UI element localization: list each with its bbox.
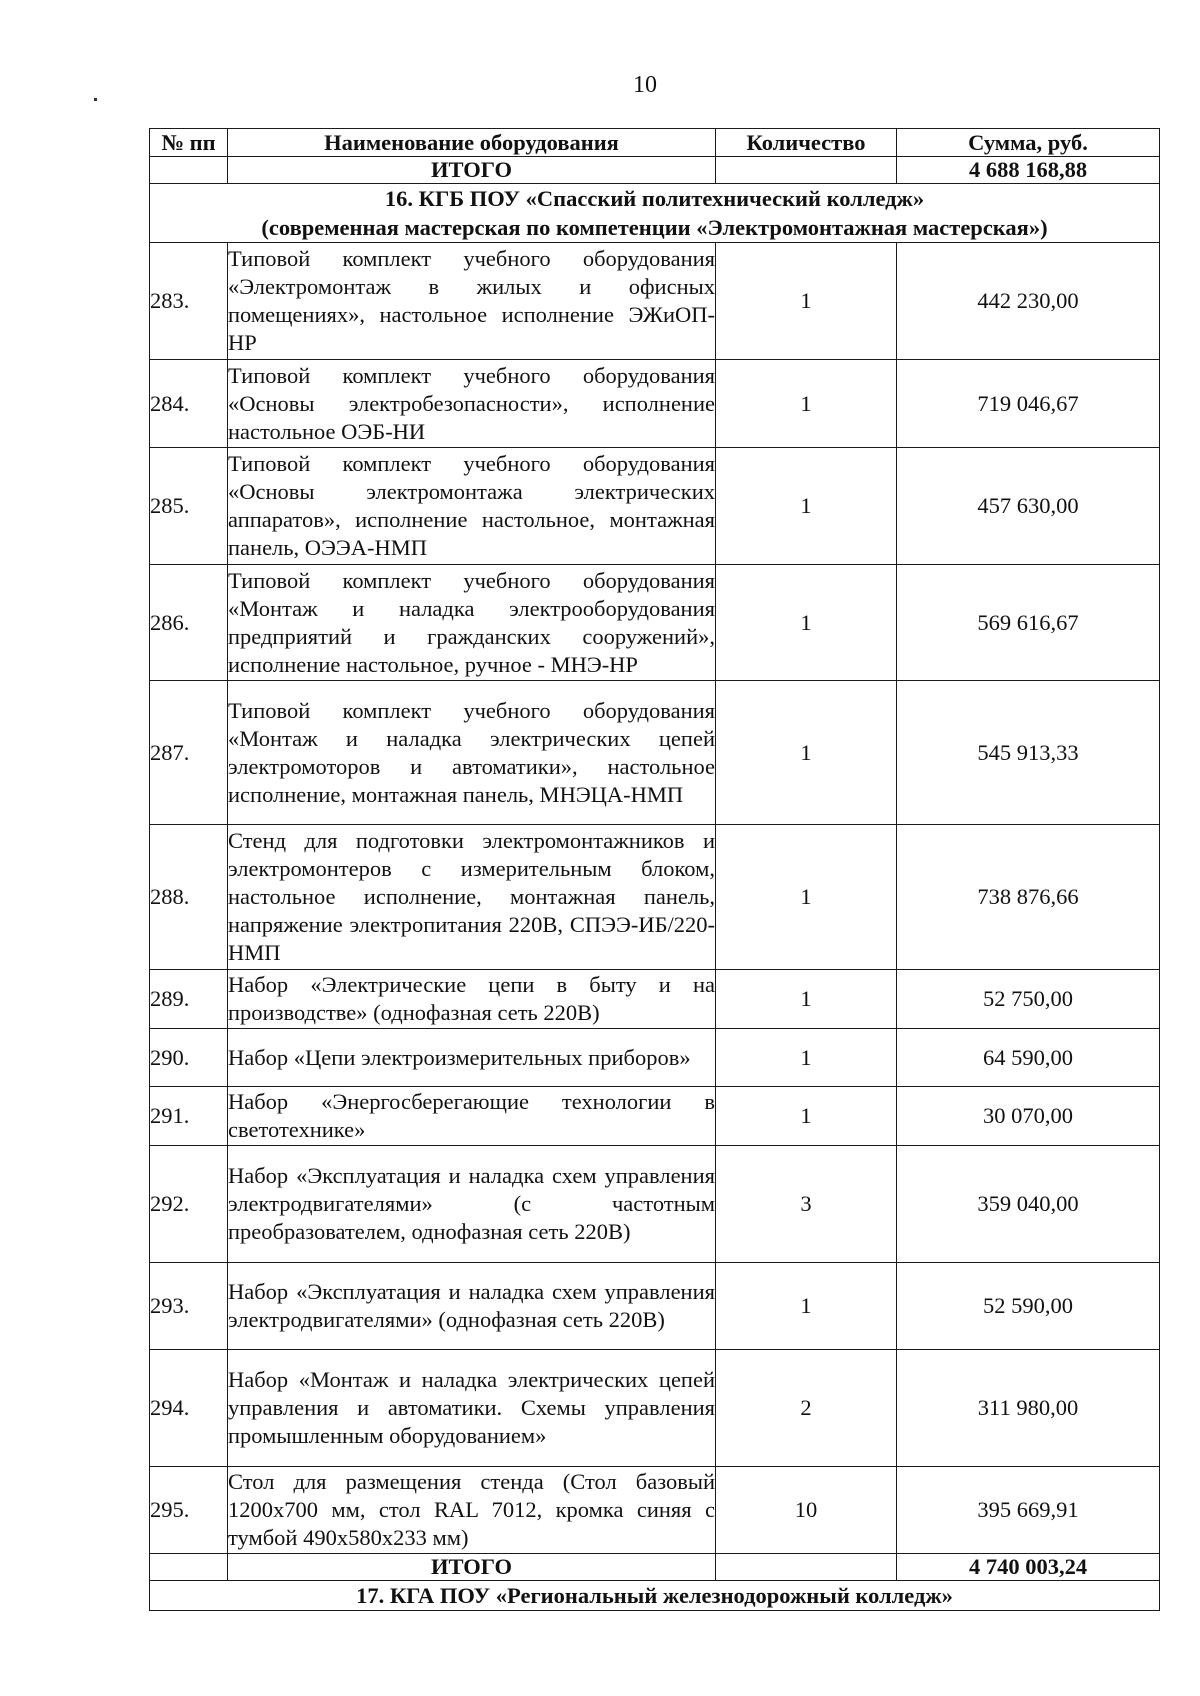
total-row-top bbox=[150, 157, 1160, 184]
row-number: 289. bbox=[150, 970, 228, 1029]
row-quantity: 1 bbox=[716, 360, 897, 448]
row-quantity: 10 bbox=[716, 1467, 897, 1554]
table-row bbox=[150, 1087, 1160, 1146]
table-row bbox=[150, 243, 1160, 360]
total-sum: 4 740 003,24 bbox=[897, 1554, 1160, 1581]
row-equipment-name: Типовой комплект учебного оборудования «Основы электромонтажа электрических аппаратов», исполнение настольное, монтажная панель, ОЭЭА-НМП bbox=[228, 448, 716, 565]
table-row bbox=[150, 825, 1160, 970]
row-quantity: 1 bbox=[716, 1263, 897, 1350]
row-quantity: 2 bbox=[716, 1350, 897, 1467]
row-number: 291. bbox=[150, 1087, 228, 1146]
total-empty-cell bbox=[150, 157, 228, 184]
row-sum: 545 913,33 bbox=[897, 681, 1160, 825]
row-number: 285. bbox=[150, 448, 228, 565]
row-sum: 738 876,66 bbox=[897, 825, 1160, 970]
row-sum: 52 750,00 bbox=[897, 970, 1160, 1029]
table-row bbox=[150, 1350, 1160, 1467]
row-sum: 719 046,67 bbox=[897, 360, 1160, 448]
table-row bbox=[150, 681, 1160, 825]
row-equipment-name: Стенд для подготовки электромонтажников и электромонтеров с измерительным блоком, настольное исполнение, монтажная панель, напряжение электропитания 220В, СПЭЭ-ИБ/220-НМП bbox=[228, 825, 716, 970]
section-16-subtitle: (современная мастерская по компетенции «Электромонтажная мастерская») bbox=[261, 215, 1048, 240]
row-equipment-name: Набор «Электрические цепи в быту и на производстве» (однофазная сеть 220В) bbox=[228, 970, 716, 1029]
table-row bbox=[150, 1146, 1160, 1263]
row-sum: 395 669,91 bbox=[897, 1467, 1160, 1554]
table-row bbox=[150, 1263, 1160, 1350]
total-empty-cell bbox=[150, 1554, 228, 1581]
row-number: 288. bbox=[150, 825, 228, 970]
header-qty: Количество bbox=[716, 129, 897, 157]
row-quantity: 1 bbox=[716, 681, 897, 825]
row-number: 295. bbox=[150, 1467, 228, 1554]
row-quantity: 1 bbox=[716, 448, 897, 565]
row-quantity: 1 bbox=[716, 825, 897, 970]
row-number: 293. bbox=[150, 1263, 228, 1350]
row-number: 286. bbox=[150, 565, 228, 681]
row-sum: 442 230,00 bbox=[897, 243, 1160, 360]
row-quantity: 1 bbox=[716, 565, 897, 681]
row-equipment-name: Типовой комплект учебного оборудования «Монтаж и наладка электрических цепей электромоторов и автоматики», настольное исполнение, монтажная панель, МНЭЦА-НМП bbox=[228, 681, 716, 825]
row-number: 290. bbox=[150, 1029, 228, 1087]
header-name: Наименование оборудования bbox=[228, 129, 716, 157]
row-quantity: 3 bbox=[716, 1146, 897, 1263]
row-equipment-name: Набор «Эксплуатация и наладка схем управления электродвигателями» (с частотным преобразователем, однофазная сеть 220В) bbox=[228, 1146, 716, 1263]
section-16-row bbox=[150, 184, 1160, 243]
row-number: 292. bbox=[150, 1146, 228, 1263]
row-sum: 64 590,00 bbox=[897, 1029, 1160, 1087]
row-number: 287. bbox=[150, 681, 228, 825]
row-equipment-name: Типовой комплект учебного оборудования «Электромонтаж в жилых и офисных помещениях», настольное исполнение ЭЖиОП-НР bbox=[228, 243, 716, 360]
row-equipment-name: Набор «Монтаж и наладка электрических цепей управления и автоматики. Схемы управления промышленным оборудованием» bbox=[228, 1350, 716, 1467]
row-number: 284. bbox=[150, 360, 228, 448]
page-number: 10 bbox=[633, 72, 657, 98]
row-equipment-name: Набор «Эксплуатация и наладка схем управления электродвигателями» (однофазная сеть 220В) bbox=[228, 1263, 716, 1350]
row-sum: 52 590,00 bbox=[897, 1263, 1160, 1350]
section-17-title: 17. КГА ПОУ «Региональный железнодорожный колледж» bbox=[150, 1581, 1160, 1611]
total-row-bottom bbox=[150, 1554, 1160, 1581]
header-sum: Сумма, руб. bbox=[897, 129, 1160, 157]
row-equipment-name: Набор «Цепи электроизмерительных приборов» bbox=[228, 1029, 716, 1087]
row-equipment-name: Стол для размещения стенда (Стол базовый 1200х700 мм, стол RAL 7012, кромка синяя с тумбой 490х580х233 мм) bbox=[228, 1467, 716, 1554]
table-row bbox=[150, 565, 1160, 681]
total-label: ИТОГО bbox=[228, 157, 716, 184]
total-qty-cell bbox=[716, 1554, 897, 1581]
row-sum: 30 070,00 bbox=[897, 1087, 1160, 1146]
table-row bbox=[150, 1467, 1160, 1554]
scan-speck bbox=[94, 98, 97, 101]
row-quantity: 1 bbox=[716, 970, 897, 1029]
table-header-row bbox=[150, 129, 1160, 157]
equipment-table bbox=[149, 128, 1160, 1611]
row-sum: 359 040,00 bbox=[897, 1146, 1160, 1263]
section-16-cell bbox=[150, 184, 1160, 243]
total-sum: 4 688 168,88 bbox=[897, 157, 1160, 184]
table-row bbox=[150, 970, 1160, 1029]
row-equipment-name: Набор «Энергосберегающие технологии в светотехнике» bbox=[228, 1087, 716, 1146]
total-qty-cell bbox=[716, 157, 897, 184]
table-row bbox=[150, 1029, 1160, 1087]
row-quantity: 1 bbox=[716, 1029, 897, 1087]
total-label: ИТОГО bbox=[228, 1554, 716, 1581]
row-equipment-name: Типовой комплект учебного оборудования «Основы электробезопасности», исполнение настольное ОЭБ-НИ bbox=[228, 360, 716, 448]
header-num: № пп bbox=[150, 129, 228, 157]
row-number: 283. bbox=[150, 243, 228, 360]
row-sum: 457 630,00 bbox=[897, 448, 1160, 565]
row-sum: 569 616,67 bbox=[897, 565, 1160, 681]
row-quantity: 1 bbox=[716, 1087, 897, 1146]
row-sum: 311 980,00 bbox=[897, 1350, 1160, 1467]
table-row bbox=[150, 448, 1160, 565]
section-16-title: 16. КГБ ПОУ «Спасский политехнический колледж» bbox=[384, 186, 925, 211]
row-number: 294. bbox=[150, 1350, 228, 1467]
section-17-row bbox=[150, 1581, 1160, 1611]
row-quantity: 1 bbox=[716, 243, 897, 360]
table-row bbox=[150, 360, 1160, 448]
row-equipment-name: Типовой комплект учебного оборудования «Монтаж и наладка электрооборудования предприятий и гражданских сооружений», исполнение настольное, ручное - МНЭ-НР bbox=[228, 565, 716, 681]
